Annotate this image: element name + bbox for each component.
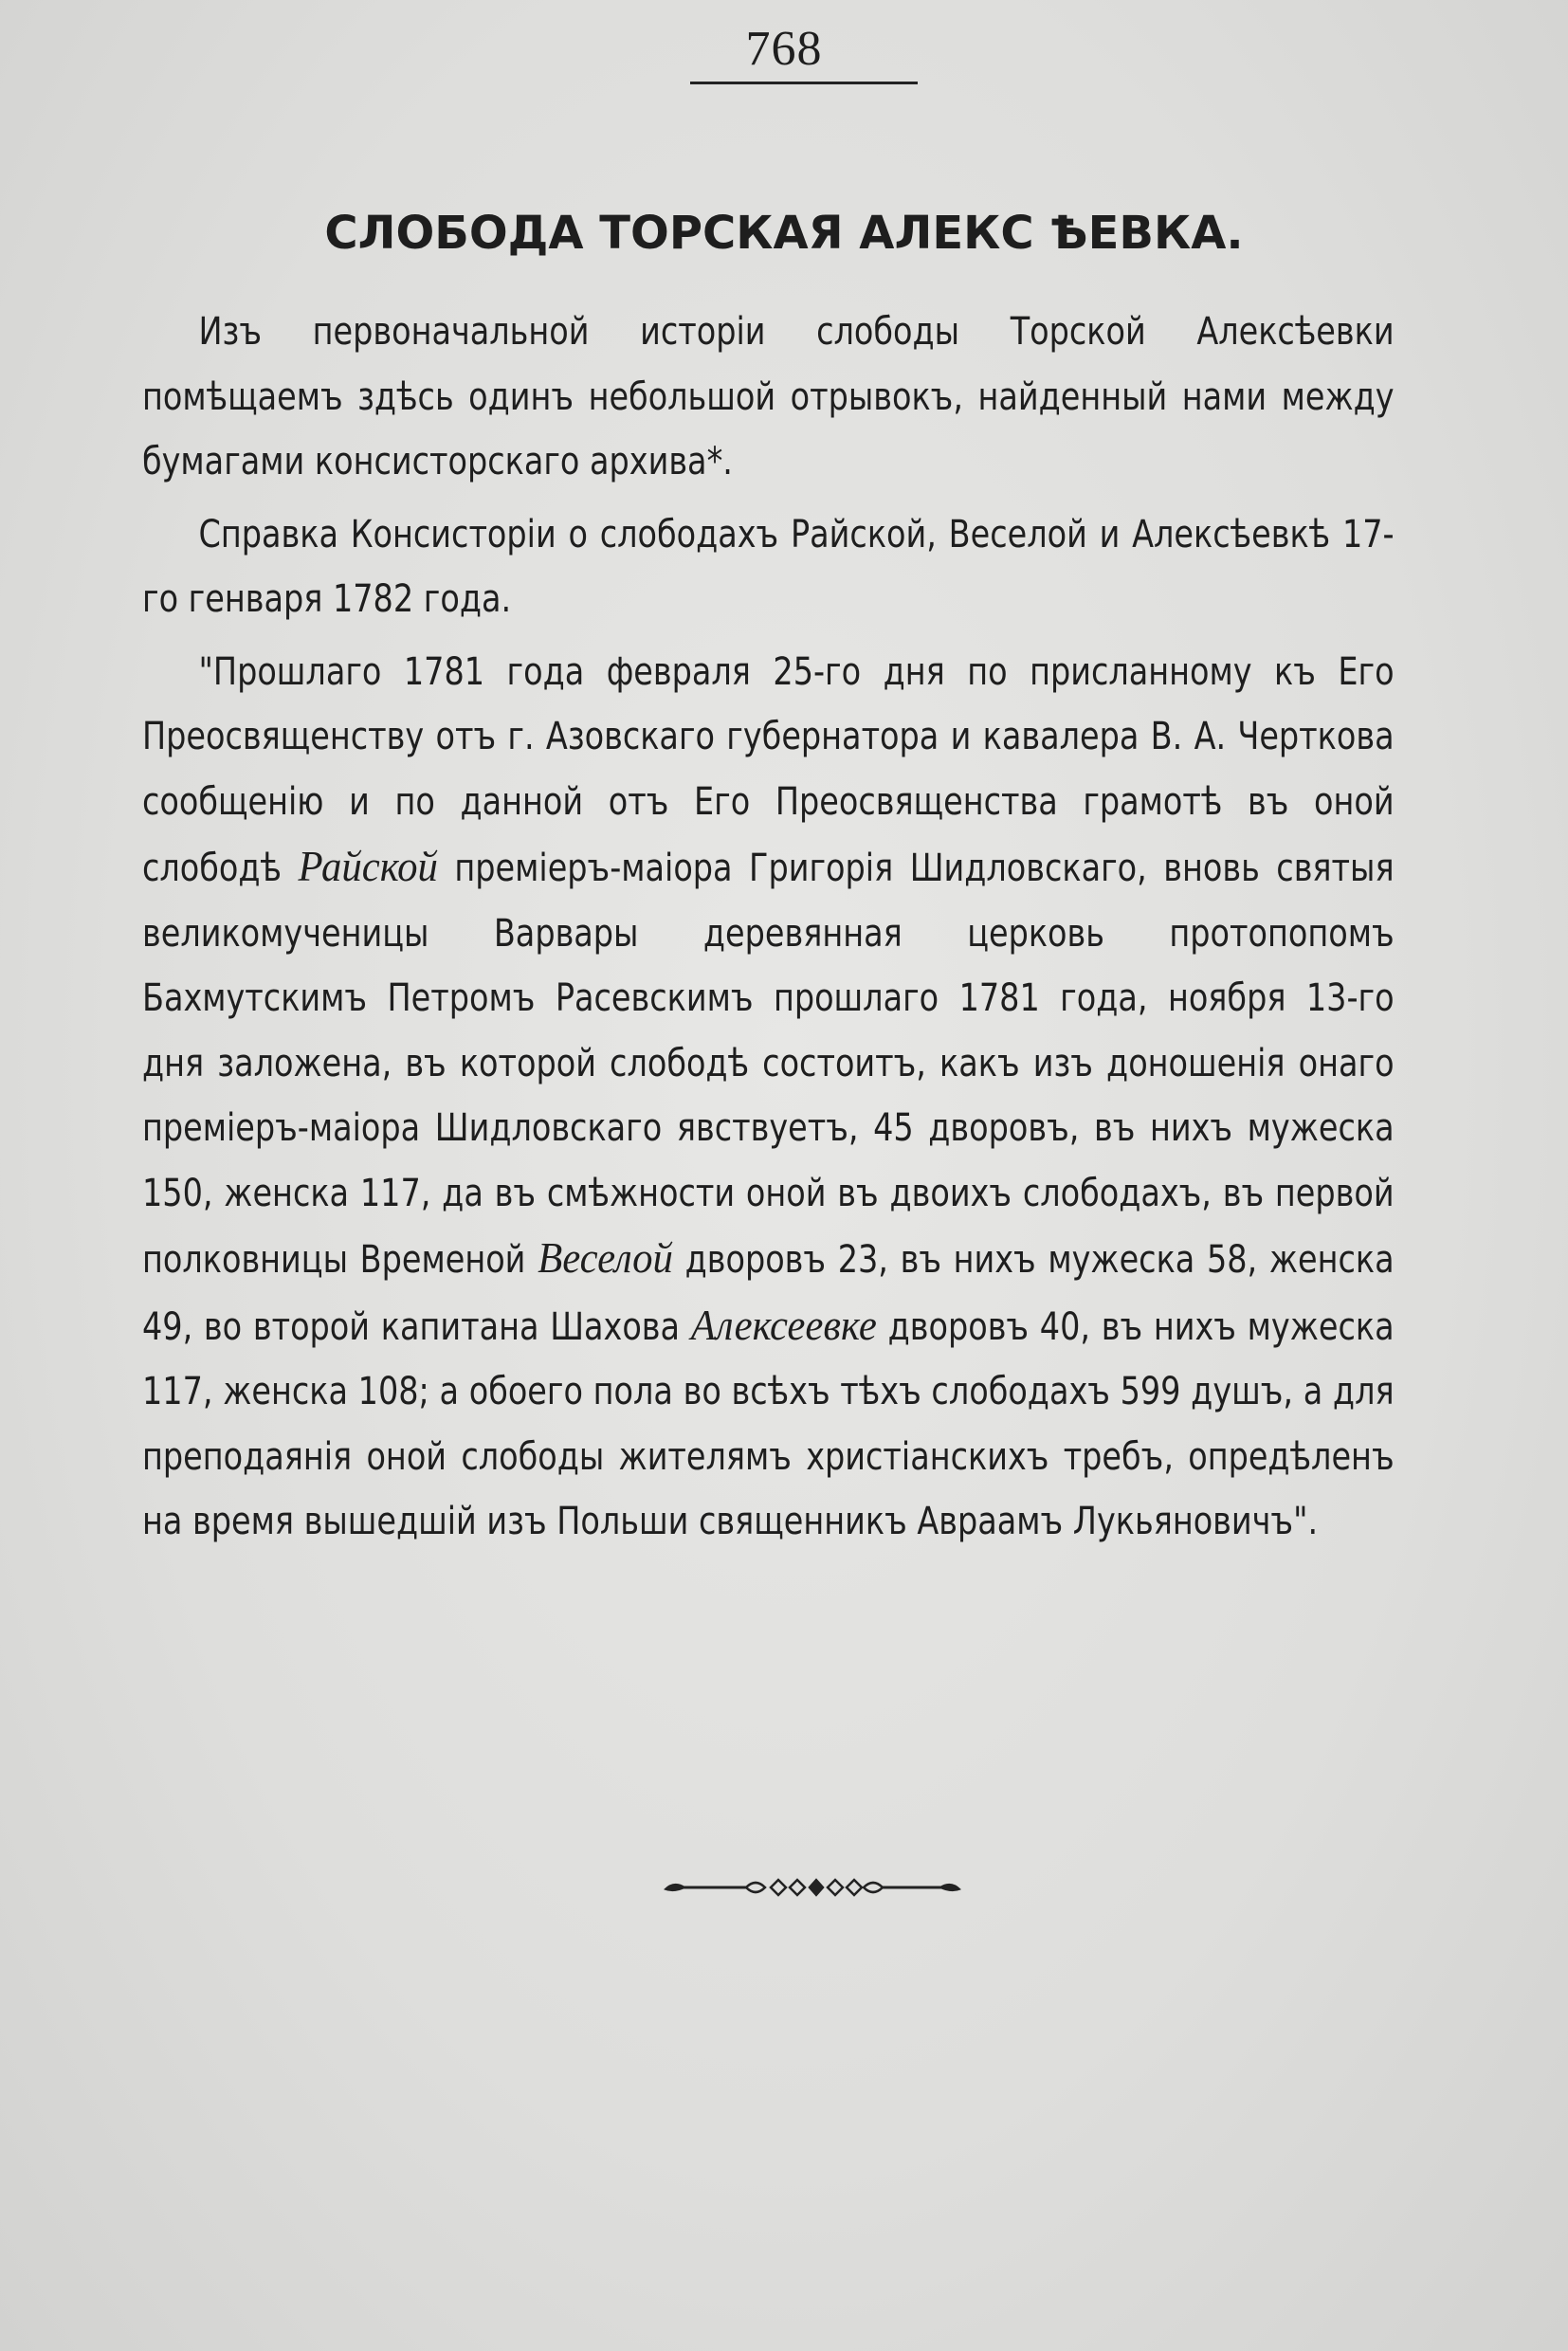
text-segment: Справка Консисторіи о слободахъ Райской, Веселой и Алексѣевкѣ 17-го генваря 1782 года.	[142, 512, 1395, 621]
paragraph	[142, 300, 1395, 495]
text-segment: дворовъ 40, въ нихъ мужеска 117, женска 108; а обоего пола во всѣхъ тѣхъ слободахъ 599 душъ, а для преподаянія оной слободы жителямъ христіанскихъ требъ, опредѣленъ на время вышедшій изъ Польши священникъ Авраамъ Лукьяновичъ".	[142, 1304, 1395, 1543]
italic-place-name: Веселой	[538, 1233, 673, 1282]
decorative-ornament	[661, 1872, 964, 1903]
text-segment: "Прошлаго 1781 года февраля 25-го дня по присланному къ Его Преосвященству отъ г. Азовскаго губернатора и кавалера В. А. Черткова сообщенію и по данной отъ Его Преосвященства грамотѣ въ оной слободѣ	[142, 649, 1395, 890]
paragraph	[142, 502, 1395, 632]
page-number: 768	[745, 22, 823, 76]
paragraph	[142, 640, 1395, 1555]
italic-place-name: Райской	[298, 842, 438, 890]
page-number-rule	[690, 82, 918, 84]
text-segment: Изъ первоначальной исторіи слободы Торской Алексѣевки помѣщаемъ здѣсь одинъ небольшой отрывокъ, найденный нами между бумагами консисторскаго архива*.	[142, 310, 1395, 483]
italic-place-name: Алексеевке	[690, 1300, 877, 1349]
text-segment: преміеръ-маіора Григорія Шидловскаго, вновь святыя великомученицы Варвары деревянная церковь протопопомъ Бахмутскимъ Петромъ Расевскимъ прошлаго 1781 года, ноября 13-го дня заложена, въ которой слободѣ состоитъ, какъ изъ доношенія онагo преміеръ-маіора Шидловскаго явствуетъ, 45 дворовъ, въ нихъ мужеска 150, женска 117, да въ смѣжности оной въ двоихъ слободахъ, въ первой полковницы Временой	[142, 847, 1395, 1282]
body-text	[142, 300, 1395, 1562]
text-segment: дворовъ 23, въ нихъ мужеска 58, женска 49, во второй капитана Шахова	[142, 1238, 1395, 1349]
chapter-title: СЛОБОДА ТОРСКАЯ АЛЕКС ѢЕВКА.	[324, 207, 1244, 260]
